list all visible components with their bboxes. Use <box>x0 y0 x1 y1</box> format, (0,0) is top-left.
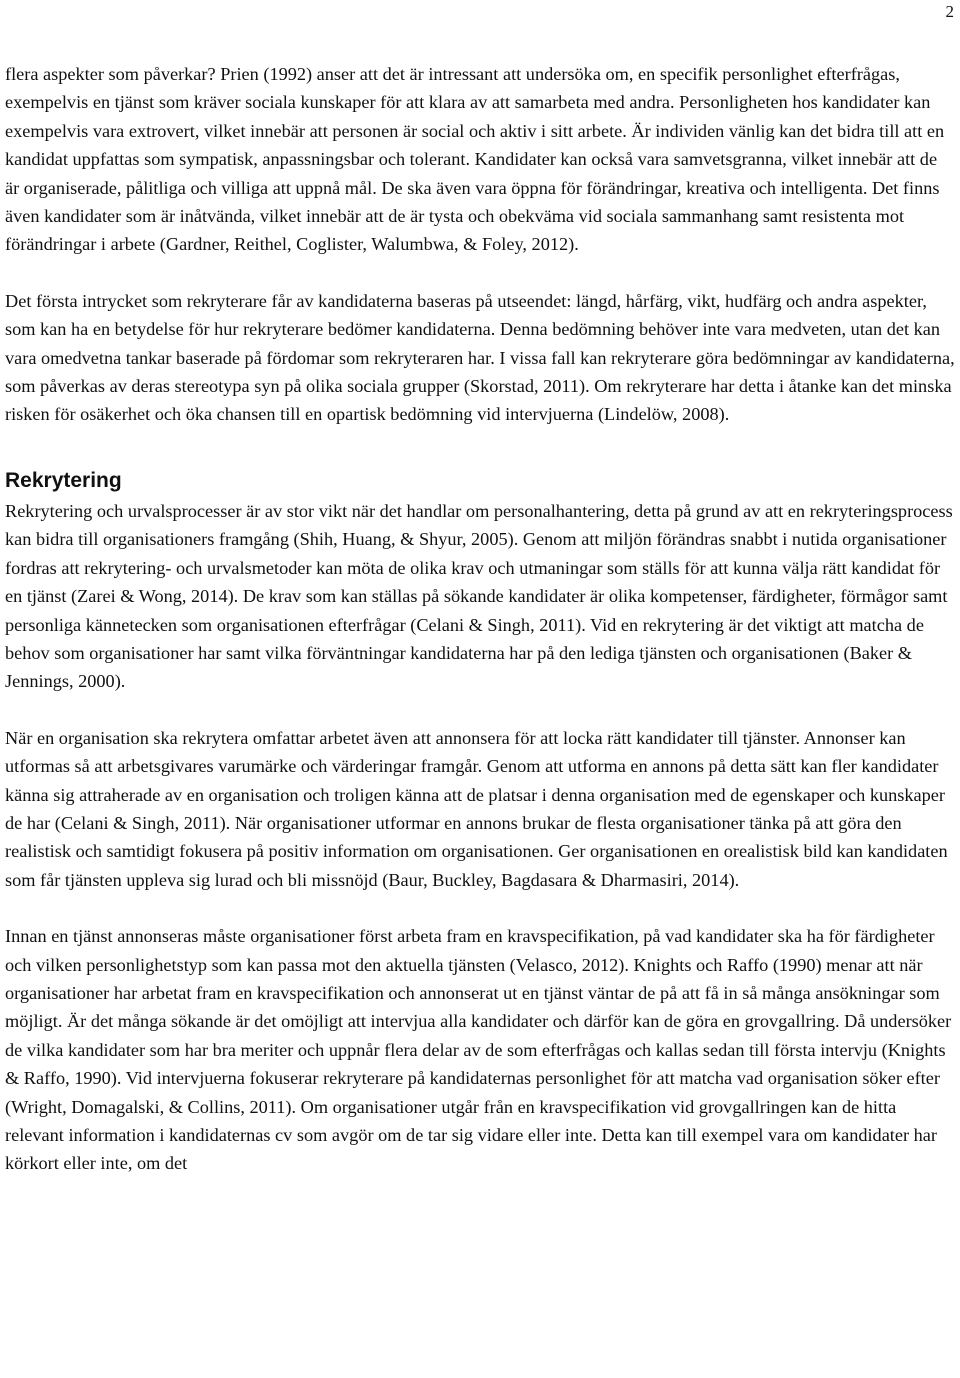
paragraph-spacer <box>5 696 955 724</box>
paragraph-personality: flera aspekter som påverkar? Prien (1992) anser att det är intressant att undersöka om, en specifik personlighet efterfrågas, exempelvis en tjänst som kräver sociala kunskaper för att klara av att samarbeta med andra. Personligheten hos kandidater kan exempelvis vara extrovert, vilket innebär att personen är social och aktiv i sitt arbete. Är individen vänlig kan det bidra till att en kandidat uppfattas som sympatisk, anpassningsbar och tolerant. Kandidater kan också vara samvetsgranna, vilket innebär att de är organiserade, pålitliga och villiga att uppnå mål. De ska även vara öppna för förändringar, kreativa och intelligenta. Det finns även kandidater som är inåtvända, vilket innebär att de är tysta och obekväma vid sociala sammanhang samt resistenta mot förändringar i arbete (Gardner, Reithel, Coglister, Walumbwa, & Foley, 2012). <box>5 64 945 255</box>
paragraph-spacer <box>5 429 955 457</box>
document-body <box>5 60 955 1178</box>
paragraph-spacer <box>5 894 955 922</box>
paragraph-first-impression: Det första intrycket som rekryterare får av kandidaterna baseras på utseendet: längd, hårfärg, vikt, hudfärg och andra aspekter, som kan ha en betydelse för hur rekryterare bedömer kandidaterna. Denna bedömning behöver inte vara medveten, utan det kan vara omedvetna tankar baserade på fördomar som rekryteraren har. I vissa fall kan rekryterare göra bedömningar av kandidaterna, som påverkas av deras stereotypa syn på olika sociala grupper (Skorstad, 2011). Om rekryterare har detta i åtanke kan det minska risken för osäkerhet och öka chansen till en opartisk bedömning vid intervjuerna (Lindelöw, 2008). <box>5 290 955 425</box>
section-heading: Rekrytering <box>5 468 122 492</box>
paragraph-spacer <box>5 259 955 287</box>
page-number: 2 <box>945 2 954 21</box>
paragraph-advertising: När en organisation ska rekrytera omfattar arbetet även att annonsera för att locka rätt kandidater till tjänster. Annonser kan utformas så att arbetsgivares varumärke och värderingar framgår. Genom att utforma en annons på detta sätt kan fler kandidater känna sig attraherade av en organisation och troligen känna att de platsar i denna organisation med de egenskaper och kunskaper de har (Celani & Singh, 2011). När organisationer utformar en annons brukar de flesta organisationer tänka på att göra den realistisk och samtidigt fokusera på positiv information om organisationen. Ger organisationen en orealistisk bild kan kandidaten som får tjänsten uppleva sig lurad och bli missnöjd (Baur, Buckley, Bagdasara & Dharmasiri, 2014). <box>5 727 948 890</box>
paragraph-requirements: Innan en tjänst annonseras måste organisationer först arbeta fram en kravspecifikation, på vad kandidater ska ha för färdigheter och vilken personlighetstyp som kan passa mot den aktuella tjänsten (Velasco, 2012). Knights och Raffo (1990) menar att när organisationer har arbetat fram en kravspecifikation och annonserat ut en tjänst väntar de på att få in så många ansökningar som möjligt. Är det många sökande är det omöjligt att intervjua alla kandidater och därför kan de göra en grovgallring. Då undersöker de vilka kandidater som har bra meriter och uppnår flera delar av de som efterfrågas och kallas sedan till första intervju (Knights & Raffo, 1990). Vid intervjuerna fokuserar rekryterare på kandidaternas personlighet för att matcha vad organisation söker efter (Wright, Domagalski, & Collins, 2011). Om organisationer utgår från en kravspecifikation vid grovgallringen kan de hitta relevant information i kandidaternas cv som avgör om de tar sig vidare eller inte. Detta kan till exempel vara om kandidater har körkort eller inte, om det <box>5 926 952 1174</box>
paragraph-recruitment: Rekrytering och urvalsprocesser är av stor vikt när det handlar om personalhantering, detta på grund av att en rekryteringsprocess kan bidra till organisationers framgång (Shih, Huang, & Shyur, 2005). Genom att miljön förändras snabbt i nutida organisationer fordras att rekrytering- och urvalsmetoder kan möta de olika krav och utmaningar som ställs för att kunna välja rätt kandidat för en tjänst (Zarei & Wong, 2014). De krav som kan ställas på sökande kandidater är olika kompetenser, färdigheter, förmågor samt personliga kännetecken som organisationen efterfrågar (Celani & Singh, 2011). Vid en rekrytering är det viktigt att matcha de behov som organisationer har samt vilka förväntningar kandidaterna har på den lediga tjänsten och organisationen (Baker & Jennings, 2000). <box>5 500 953 692</box>
